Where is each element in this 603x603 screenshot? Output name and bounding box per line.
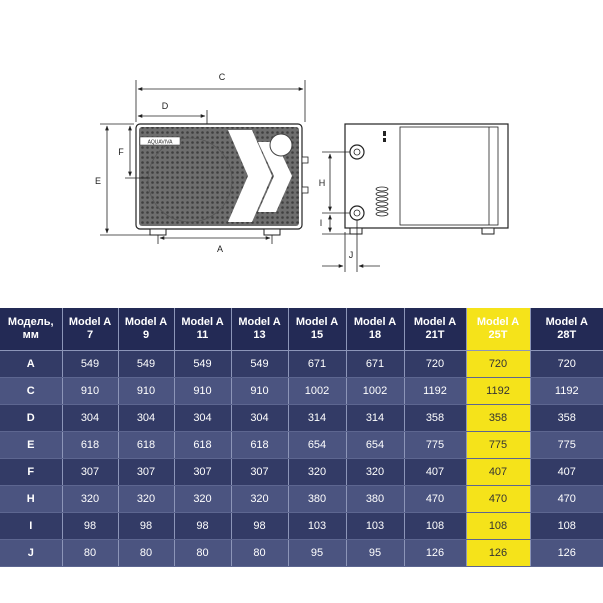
value-cell: 307 [174, 459, 231, 486]
value-cell: 103 [288, 513, 346, 540]
value-cell: 358 [466, 405, 530, 432]
value-cell: 775 [466, 432, 530, 459]
value-cell: 80 [62, 540, 118, 567]
front-view [95, 72, 308, 254]
value-cell: 380 [288, 486, 346, 513]
model-number: 25T [488, 329, 508, 341]
value-cell: 320 [346, 459, 404, 486]
value-cell: 108 [530, 513, 603, 540]
value-cell: 103 [346, 513, 404, 540]
side-connector [302, 157, 308, 163]
header-label-line2: мм [22, 329, 39, 341]
value-cell: 1192 [404, 378, 466, 405]
value-cell: 80 [118, 540, 174, 567]
value-cell: 314 [288, 405, 346, 432]
dim-d-label: D [161, 101, 169, 111]
value-cell: 126 [530, 540, 603, 567]
value-cell: 470 [404, 486, 466, 513]
value-cell: 470 [466, 486, 530, 513]
value-cell: 320 [118, 486, 174, 513]
dim-j-label: J [348, 250, 354, 260]
table-row [0, 405, 603, 432]
indicator-mark [383, 138, 386, 142]
row-label-cell: F [0, 459, 62, 486]
value-cell: 654 [288, 432, 346, 459]
model-header-cell [62, 308, 118, 351]
value-cell: 549 [118, 351, 174, 378]
value-cell: 407 [466, 459, 530, 486]
model-number: 15 [310, 329, 324, 341]
value-cell: 470 [530, 486, 603, 513]
value-cell: 126 [466, 540, 530, 567]
value-cell: 910 [118, 378, 174, 405]
dim-i-label: I [319, 218, 323, 228]
table-row [0, 459, 603, 486]
header-label-line1: Модель, [7, 316, 54, 328]
model-header-cell [231, 308, 288, 351]
value-cell: 80 [174, 540, 231, 567]
model-header-cell [118, 308, 174, 351]
table-row [0, 486, 603, 513]
dimension-drawing [0, 0, 603, 300]
value-cell: 304 [62, 405, 118, 432]
value-cell: 358 [530, 405, 603, 432]
model-number: 9 [142, 329, 150, 341]
dim-f-label: F [118, 147, 124, 157]
value-cell: 549 [174, 351, 231, 378]
model-name: Model A [353, 316, 397, 328]
value-cell: 80 [231, 540, 288, 567]
row-label-cell: J [0, 540, 62, 567]
water-outlet-port [350, 206, 364, 220]
model-number: 11 [196, 329, 209, 341]
water-inlet-port [350, 145, 364, 159]
side-connector [302, 187, 308, 193]
value-cell: 358 [404, 405, 466, 432]
model-name: Model A [238, 316, 281, 328]
value-cell: 95 [346, 540, 404, 567]
value-cell: 671 [288, 351, 346, 378]
table-body [0, 351, 603, 567]
dim-c-label: C [218, 72, 226, 82]
model-name: Model A [68, 316, 112, 328]
model-header-cell [466, 308, 530, 351]
value-cell: 307 [62, 459, 118, 486]
model-number: 13 [253, 329, 266, 341]
model-header-cell [288, 308, 346, 351]
value-cell: 618 [118, 432, 174, 459]
model-number: 21T [425, 329, 445, 341]
value-cell: 320 [288, 459, 346, 486]
model-header-cell [404, 308, 466, 351]
value-cell: 910 [231, 378, 288, 405]
row-label-cell: E [0, 432, 62, 459]
table-header-row [0, 308, 603, 351]
model-name: Model A [295, 316, 339, 328]
model-number: 18 [368, 329, 382, 341]
value-cell: 407 [530, 459, 603, 486]
value-cell: 320 [174, 486, 231, 513]
value-cell: 126 [404, 540, 466, 567]
table-row [0, 513, 603, 540]
value-cell: 618 [174, 432, 231, 459]
table-row [0, 351, 603, 378]
model-number: 7 [86, 329, 94, 341]
value-cell: 720 [404, 351, 466, 378]
value-cell: 1192 [530, 378, 603, 405]
value-cell: 98 [231, 513, 288, 540]
value-cell: 98 [62, 513, 118, 540]
indicator-mark [383, 131, 386, 136]
value-cell: 304 [174, 405, 231, 432]
value-cell: 654 [346, 432, 404, 459]
model-name: Model A [124, 316, 168, 328]
row-label-cell: A [0, 351, 62, 378]
value-cell: 618 [62, 432, 118, 459]
value-cell: 320 [231, 486, 288, 513]
value-cell: 549 [62, 351, 118, 378]
model-name: Model A [181, 316, 224, 328]
value-cell: 720 [466, 351, 530, 378]
value-cell: 775 [530, 432, 603, 459]
value-cell: 307 [231, 459, 288, 486]
value-cell: 1192 [466, 378, 530, 405]
value-cell: 1002 [346, 378, 404, 405]
model-header-cell [174, 308, 231, 351]
dim-h-label: H [318, 178, 326, 188]
value-cell: 549 [231, 351, 288, 378]
table-row [0, 432, 603, 459]
model-header-cell [530, 308, 603, 351]
side-foot-right [482, 228, 494, 234]
value-cell: 108 [466, 513, 530, 540]
table-row [0, 540, 603, 567]
value-cell: 910 [174, 378, 231, 405]
value-cell: 320 [62, 486, 118, 513]
value-cell: 98 [174, 513, 231, 540]
header-label-cell [0, 308, 62, 351]
side-inner-panel [400, 127, 498, 225]
value-cell: 380 [346, 486, 404, 513]
model-header-cell [346, 308, 404, 351]
model-number: 28T [557, 329, 577, 341]
dim-a-label: A [216, 244, 224, 254]
value-cell: 98 [118, 513, 174, 540]
value-cell: 407 [404, 459, 466, 486]
front-foot-right [264, 229, 280, 235]
model-name: Model A [545, 316, 588, 328]
front-foot-left [150, 229, 166, 235]
side-view [319, 124, 508, 272]
row-label-cell: I [0, 513, 62, 540]
value-cell: 95 [288, 540, 346, 567]
value-cell: 720 [530, 351, 603, 378]
row-label-cell: H [0, 486, 62, 513]
row-label-cell: D [0, 405, 62, 432]
logo-text: AQUAVIVA [147, 139, 173, 146]
value-cell: 304 [231, 405, 288, 432]
table-row [0, 378, 603, 405]
value-cell: 910 [62, 378, 118, 405]
value-cell: 307 [118, 459, 174, 486]
model-name: Model A [476, 316, 520, 328]
row-label-cell: C [0, 378, 62, 405]
value-cell: 775 [404, 432, 466, 459]
dim-e-label: E [94, 176, 102, 186]
value-cell: 1002 [288, 378, 346, 405]
side-foot-left [350, 228, 362, 234]
model-name: Model A [413, 316, 457, 328]
value-cell: 304 [118, 405, 174, 432]
control-knob [270, 134, 292, 156]
value-cell: 618 [231, 432, 288, 459]
value-cell: 671 [346, 351, 404, 378]
value-cell: 108 [404, 513, 466, 540]
dimensions-table [0, 308, 603, 567]
value-cell: 314 [346, 405, 404, 432]
